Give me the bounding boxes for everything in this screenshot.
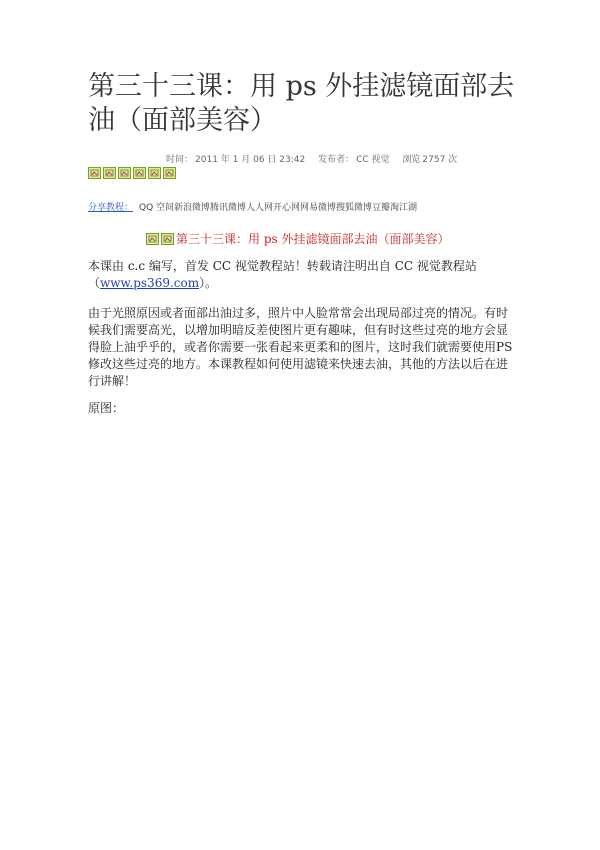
broken-image-icon [163,167,176,179]
share-label-link[interactable]: 分享教程： [88,203,134,213]
time-label: 时间： [166,155,194,165]
original-image-label: 原图： [88,401,125,415]
publisher-value: CC 视觉 [356,155,390,165]
site-link[interactable]: www.ps369.com [100,276,200,290]
publisher-label: 发布者： [318,155,355,165]
broken-image-icon [161,233,174,245]
broken-image-icon [146,233,159,245]
section-subheading [146,230,449,247]
body-paragraph: 由于光照原因或者面部出油过多，照片中人脸常常会出现局部过亮的情况。有时候我们需要高光，以增加明暗反差使图片更有趣味，但有时这些过亮的地方会显得脸上油乎乎的，或者你需要一张看起来更柔和的图片，这时我们就需要使用PS 修改这些过亮的地方。本课教程如何使用滤镜来快速去油，其他的方法以后在进行讲解！ [88,306,513,388]
share-targets[interactable]: QQ 空间新浪微博腾讯微博人人网开心网网易微博搜狐微博豆瓣淘江湖 [139,203,418,213]
broken-image-icon [88,167,101,179]
views-value: 2757 次 [422,155,458,165]
subheading-text: 第三十三课：用 ps 外挂滤镜面部去油（面部美容） [176,232,450,246]
time-value: 2011 年 1 月 06 日 23:42 [195,155,306,165]
broken-image-icon [103,167,116,179]
broken-image-icon [148,167,161,179]
page-title: 第三十三课：用 ps 外挂滤镜面部去油（面部美容） [88,71,515,136]
share-bar [88,200,417,213]
intro-text-after: ）。 [199,276,218,290]
broken-image-icon [133,167,146,179]
views-label: 浏览 [402,155,421,165]
intro-text-before: 本课由 c.c 编写，首发 CC 视觉教程站！转载请注明出自 CC 视觉教程站（ [88,259,477,290]
broken-image-icon-row [88,167,176,179]
intro-paragraph [88,258,516,292]
article-meta [166,152,459,165]
broken-image-icon [118,167,131,179]
